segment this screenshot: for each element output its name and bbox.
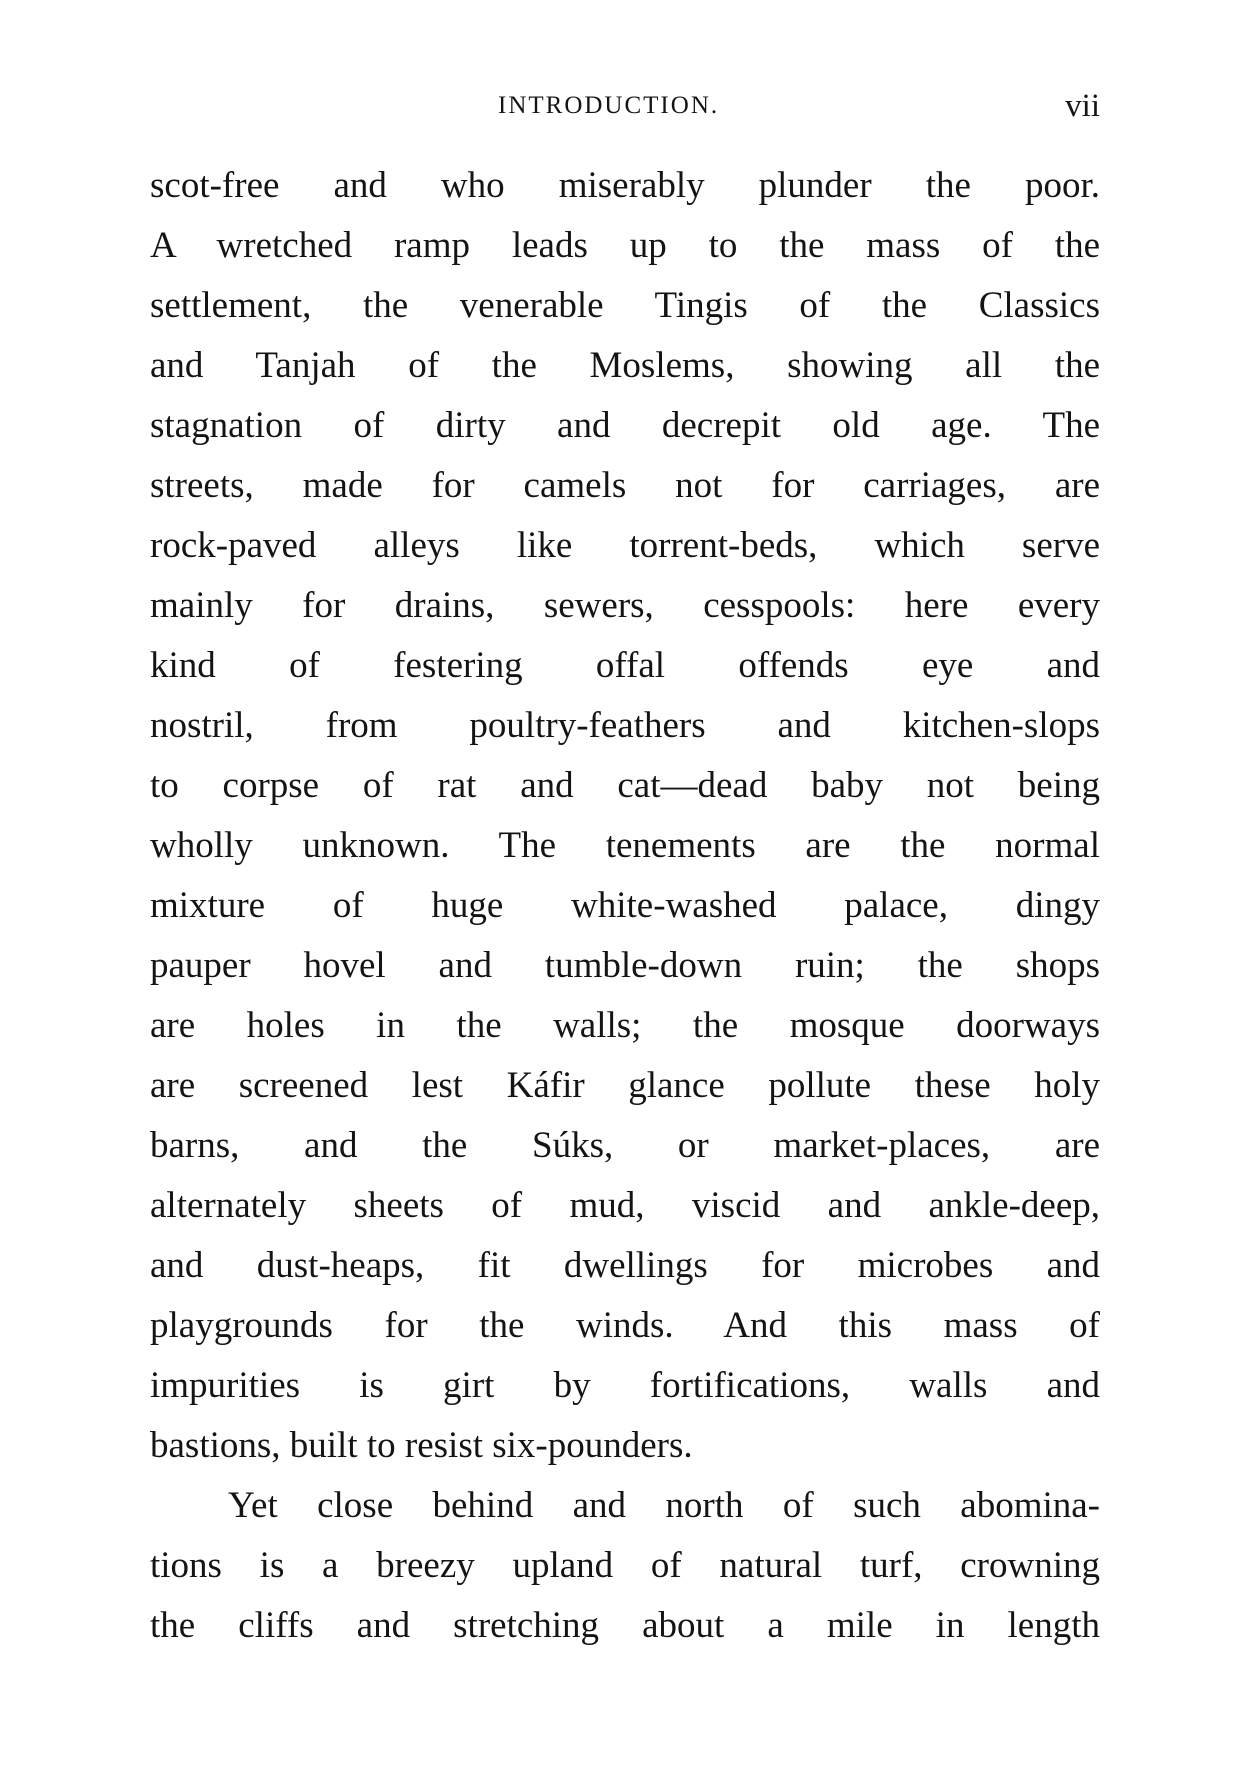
paragraph-first-line: Yet close behind and north of such abomina-: [228, 1485, 1100, 1526]
body-text: [150, 156, 1100, 1656]
text-line: settlement, the venerable Tingis of the Classics: [150, 285, 1100, 326]
text-line: kind of festering offal offends eye and: [150, 645, 1100, 686]
text-line: bastions, built to resist six-pounders.: [150, 1425, 693, 1466]
text-line: scot-free and who miserably plunder the poor.: [150, 165, 1100, 206]
page-number: vii: [1065, 88, 1100, 124]
text-line: wholly unknown. The tenements are the normal: [150, 825, 1100, 866]
text-line: pauper hovel and tumble-down ruin; the shops: [150, 945, 1100, 986]
text-line: the cliffs and stretching about a mile in length: [150, 1605, 1100, 1646]
text-line: and Tanjah of the Moslems, showing all the: [150, 345, 1100, 386]
text-line: streets, made for camels not for carriages, are: [150, 465, 1100, 506]
text-line: stagnation of dirty and decrepit old age. The: [150, 405, 1100, 446]
text-line: to corpse of rat and cat—dead baby not being: [150, 765, 1100, 806]
text-line: rock-paved alleys like torrent-beds, which serve: [150, 525, 1100, 566]
text-line: and dust-heaps, fit dwellings for microbes and: [150, 1245, 1100, 1286]
text-line: are holes in the walls; the mosque doorways: [150, 1005, 1100, 1046]
text-line: alternately sheets of mud, viscid and ankle-deep,: [150, 1185, 1100, 1226]
text-line: A wretched ramp leads up to the mass of the: [150, 225, 1100, 266]
text-line: playgrounds for the winds. And this mass of: [150, 1305, 1100, 1346]
text-line: mainly for drains, sewers, cesspools: here every: [150, 585, 1100, 626]
text-line: tions is a breezy upland of natural turf, crowning: [150, 1545, 1100, 1586]
text-line: are screened lest Káfir glance pollute these holy: [150, 1065, 1100, 1106]
text-line: barns, and the Súks, or market-places, are: [150, 1125, 1100, 1166]
running-head: [150, 88, 1100, 132]
chapter-title: INTRODUCTION.: [498, 92, 720, 119]
text-line: nostril, from poultry-feathers and kitchen-slops: [150, 705, 1100, 746]
text-line: impurities is girt by fortifications, walls and: [150, 1365, 1100, 1406]
text-line: mixture of huge white-washed palace, dingy: [150, 885, 1100, 926]
